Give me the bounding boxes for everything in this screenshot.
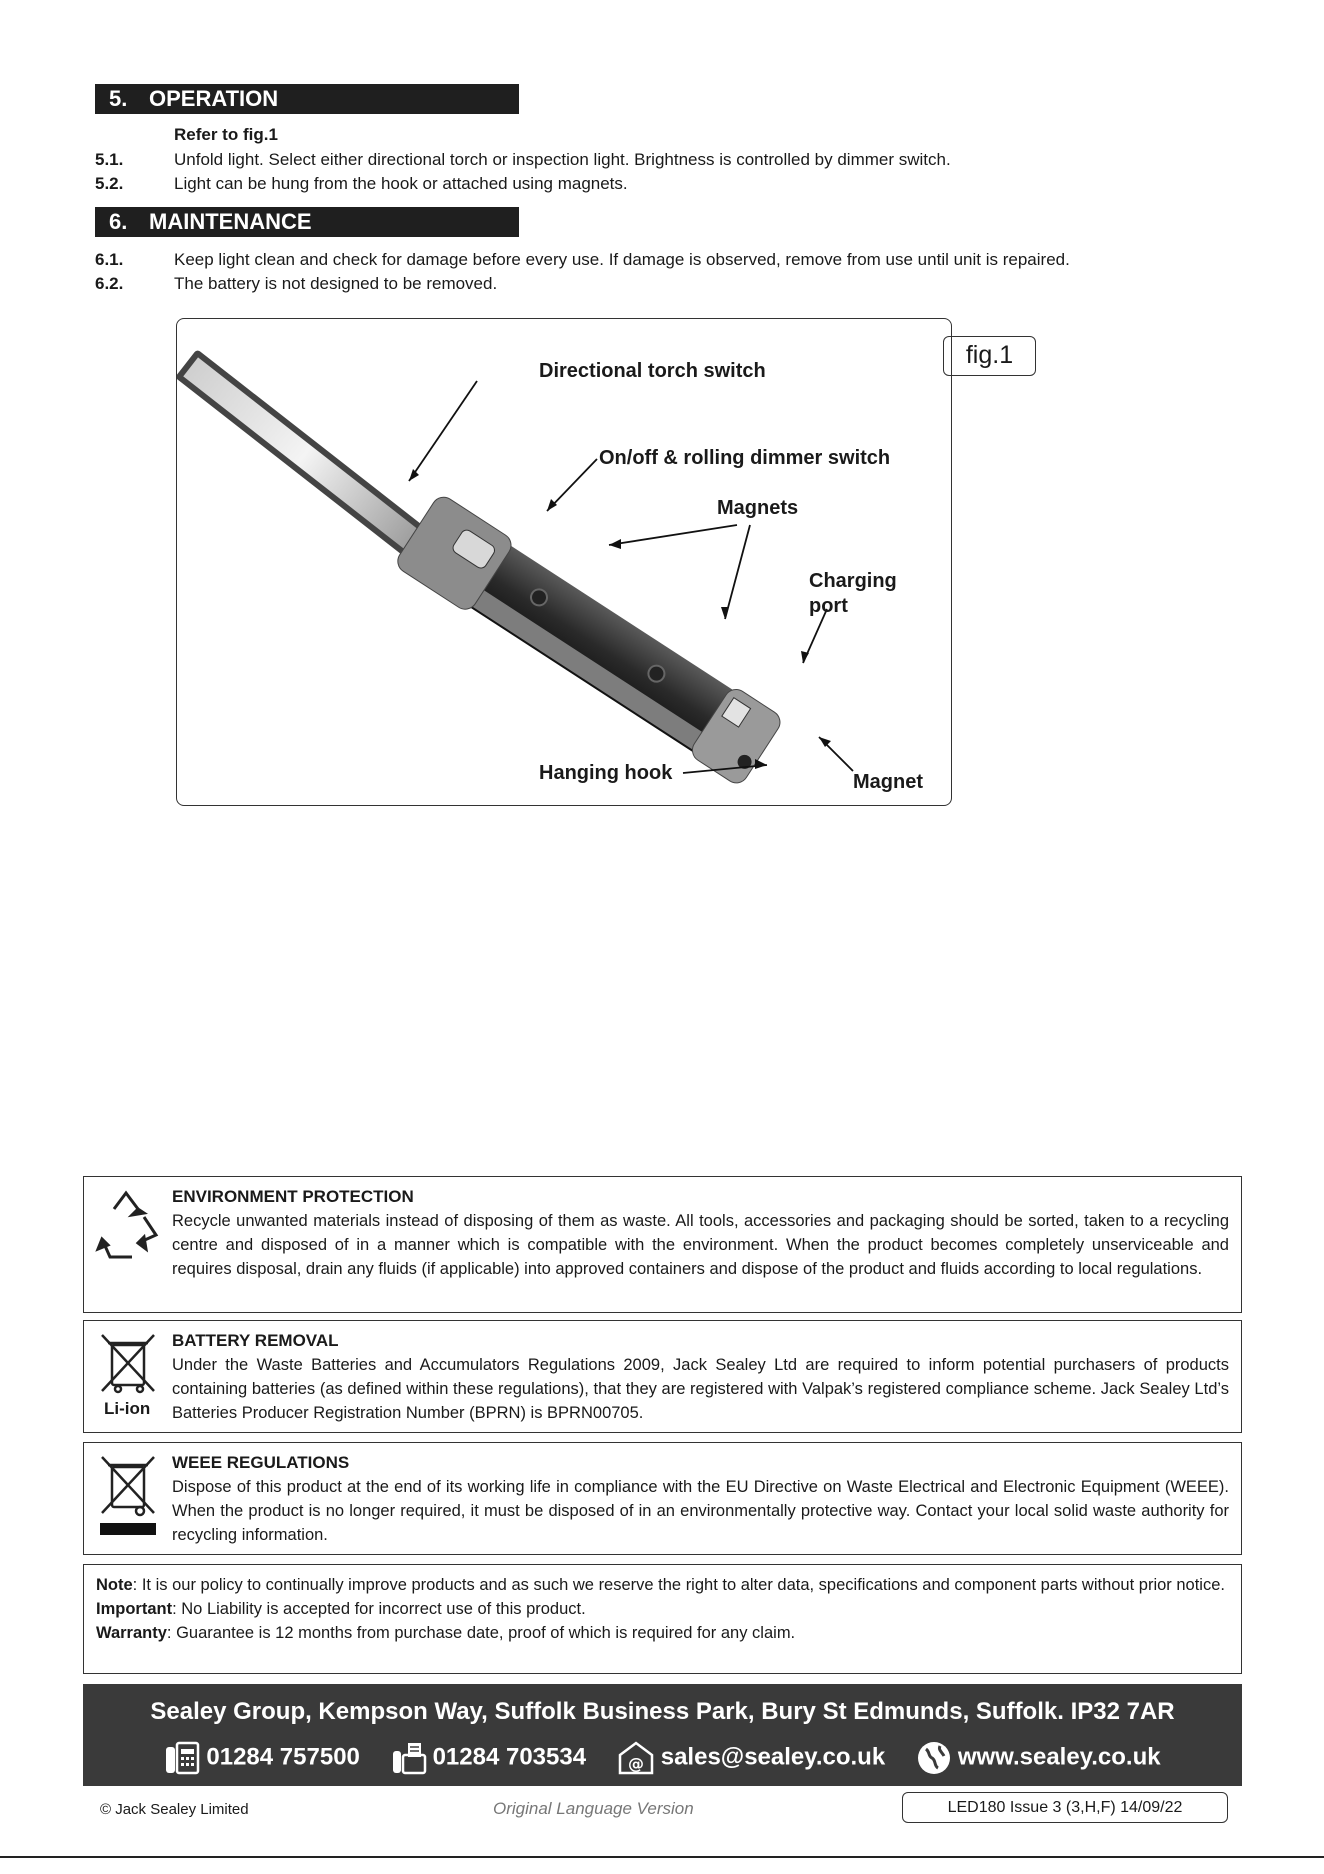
callout-charging-port: port (809, 595, 848, 617)
item-number: 6.2. (95, 274, 124, 293)
fax-icon (391, 1741, 427, 1775)
item-text: Unfold light. Select either directional torch or inspection light. Brightness is controlled by dimmer switch. (174, 150, 951, 169)
important-line (96, 1597, 1229, 1621)
phone-icon (164, 1741, 200, 1775)
callout-charging: Charging (809, 570, 897, 592)
maintenance-header (95, 207, 519, 237)
maintenance-title: MAINTENANCE (149, 209, 312, 234)
important-label: Important (96, 1600, 173, 1618)
callout-torch-switch: Directional torch switch (539, 360, 766, 382)
callout-magnets: Magnets (717, 497, 799, 519)
figure-label: fig.1 (943, 336, 1036, 376)
li-ion-label: Li-ion (104, 1399, 151, 1418)
maintenance-number: 6. (109, 209, 128, 234)
environment-protection-box (83, 1176, 1242, 1313)
callout-hanging-hook: Hanging hook (539, 762, 673, 784)
note-box (83, 1564, 1242, 1674)
language-version: Original Language Version (493, 1799, 694, 1818)
phone-number: 01284 757500 (206, 1743, 360, 1771)
weee-bin-icon (94, 1453, 164, 1539)
battery-removal-box (83, 1320, 1242, 1433)
item-number: 5.1. (95, 150, 124, 169)
fax-contact (391, 1741, 587, 1775)
environment-text: Recycle unwanted materials instead of disposing of them as waste. All tools, accessories and packaging should be sorted, taken to a recycling centre and disposed of in a manner which is compatible with the environment. When the product becomes completely unserviceable and requires disposal, drain any fluids (if applicable) into approved containers and dispose of the product and fluids according to local regulations. (172, 1212, 1229, 1278)
contact-footer (83, 1684, 1242, 1786)
svg-text:@: @ (627, 1754, 644, 1773)
callout-dimmer-switch: On/off & rolling dimmer switch (599, 447, 891, 469)
globe-icon (916, 1740, 952, 1776)
product-figure (176, 318, 952, 806)
email-contact[interactable] (617, 1741, 885, 1775)
refer-to-figure: Refer to fig.1 (174, 125, 278, 144)
battery-title: BATTERY REMOVAL (172, 1331, 339, 1350)
recycle-icon (94, 1187, 164, 1273)
item-number: 5.2. (95, 174, 124, 193)
operation-number: 5. (109, 86, 128, 111)
email-icon (617, 1741, 655, 1775)
weee-text: Dispose of this product at the end of its working life in compliance with the EU Directive on Waste Electrical and Electronic Equipment (WEEE). When the product is no longer required, it must be disposed of in an environmentally protective way. Contact your local solid waste authority for recycling information. (172, 1478, 1229, 1544)
item-number: 6.1. (95, 250, 124, 269)
copyright: © Jack Sealey Limited (100, 1801, 249, 1818)
callout-magnet: Magnet (853, 771, 923, 793)
operation-title: OPERATION (149, 86, 279, 111)
warranty-label: Warranty (96, 1624, 167, 1642)
item-text: Light can be hung from the hook or attached using magnets. (174, 174, 628, 193)
operation-header (95, 84, 519, 114)
warranty-text: : Guarantee is 12 months from purchase date, proof of which is required for any claim. (166, 1624, 796, 1642)
fax-number: 01284 703534 (432, 1743, 587, 1771)
battery-text: Under the Waste Batteries and Accumulators Regulations 2009, Jack Sealey Ltd are required to inform potential purchasers of products containing batteries (as defined within these regulations), that they are registered with Valpak’s registered compliance scheme. Jack Sealey Ltd’s Batteries Producer Registration Number (BPRN) is BPRN00705. (172, 1356, 1229, 1422)
email-address[interactable]: sales@sealey.co.uk (660, 1743, 886, 1771)
led-light-illustration (177, 319, 952, 806)
important-text: : No Liability is accepted for incorrect use of this product. (172, 1600, 586, 1618)
item-text: Keep light clean and check for damage before every use. If damage is observed, remove from use until unit is repaired. (174, 250, 1070, 269)
weee-box (83, 1442, 1242, 1555)
phone-contact (164, 1741, 360, 1775)
web-contact[interactable] (916, 1740, 1161, 1776)
warranty-line (96, 1621, 1229, 1645)
note-text: : It is our policy to continually improve products and as such we reserve the right to alter data, specifications and component parts without prior notice. (132, 1576, 1225, 1594)
page-bottom-rule (0, 1856, 1324, 1874)
environment-title: ENVIRONMENT PROTECTION (172, 1187, 414, 1206)
company-address: Sealey Group, Kempson Way, Suffolk Business Park, Bury St Edmunds, Suffolk. IP32 7AR (150, 1698, 1175, 1725)
contact-row (83, 1740, 1242, 1776)
note-line (96, 1573, 1229, 1597)
website-address[interactable]: www.sealey.co.uk (957, 1743, 1161, 1771)
weee-title: WEEE REGULATIONS (172, 1453, 350, 1472)
note-label: Note (96, 1576, 133, 1594)
document-reference: LED180 Issue 3 (3,H,F) 14/09/22 (902, 1792, 1228, 1823)
item-text: The battery is not designed to be removed. (174, 274, 498, 293)
